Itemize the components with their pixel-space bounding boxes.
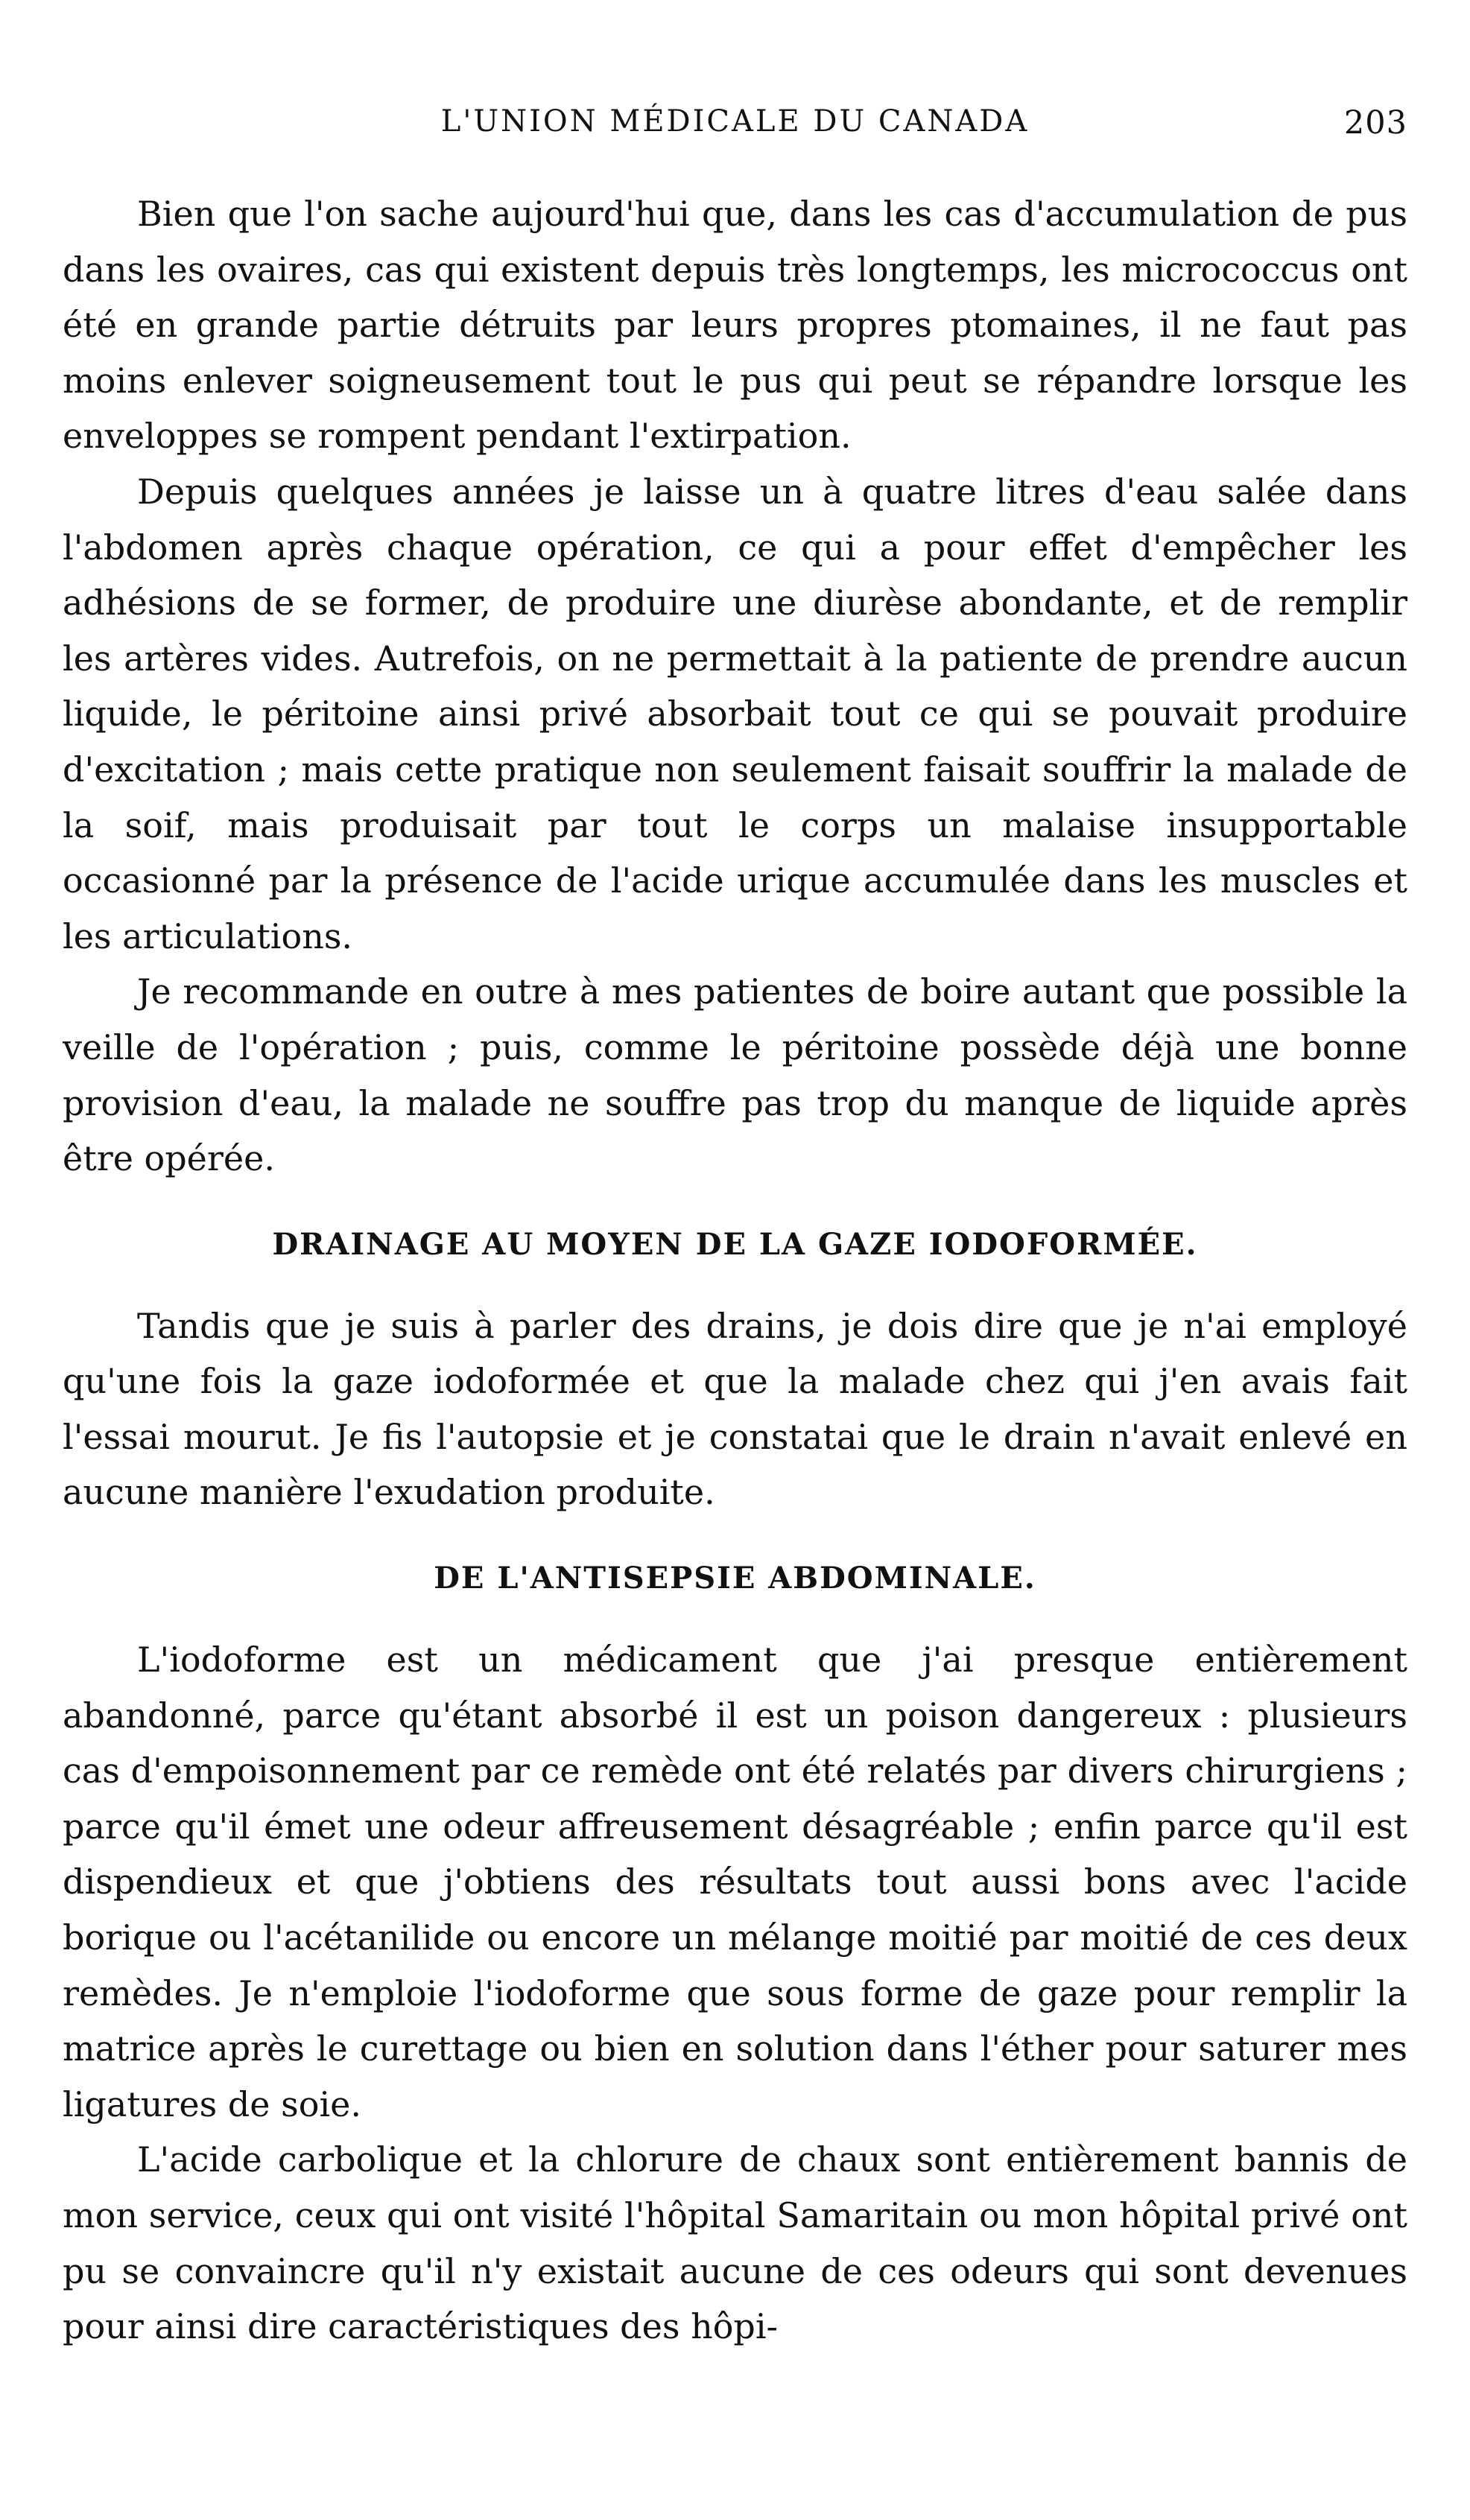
- section-heading-drainage: DRAINAGE AU MOYEN DE LA GAZE IODOFORMÉE.: [272, 1226, 1198, 1262]
- paragraph-drinking-before-operation: Je recommande en outre à mes patientes de boire autant que possible la veille de l'opération ; puis, comme le péritoine possède déjà une bonne provision d'eau, la malade ne souffre pas trop du manque de liquide après être opérée.: [63, 971, 1407, 1179]
- paragraph-ovarian-pus: Bien que l'on sache aujourd'hui que, dans les cas d'accumulation de pus dans les ovaires, cas qui existent depuis très longtemps, les micrococcus ont été en grande partie détruits par leurs propres ptomaines, il ne faut pas moins enlever soigneusement tout le pus qui peut se répandre lorsque les enveloppes se rompent pendant l'extirpation.: [63, 194, 1407, 457]
- running-header: [63, 104, 1407, 156]
- page-number: 203: [1343, 104, 1407, 142]
- paragraph-iodoform-gauze: Tandis que je suis à parler des drains, je dois dire que je n'ai employé qu'une fois la gaze iodoformée et que la malade chez qui j'en avais fait l'essai mourut. Je fis l'autopsie et je constatai que le drain n'avait enlevé en aucune manière l'exudation produite.: [63, 1305, 1407, 1513]
- section-heading-antisepsie: DE L'ANTISEPSIE ABDOMINALE.: [434, 1561, 1036, 1596]
- paragraph-carbolic-acid: L'acide carbolique et la chlorure de chaux sont entièrement bannis de mon service, ceux qui ont visité l'hôpital Samaritain ou mon hôpital privé ont pu se convaincre qu'il n'y existait aucune de ces odeurs qui sont devenues pour ainsi dire caractéristiques des hôpi-: [63, 2139, 1407, 2347]
- paragraph-salt-water: Depuis quelques années je laisse un à quatre litres d'eau salée dans l'abdomen après chaque opération, ce qui a pour effet d'empêcher les adhésions de se former, de produire une diurèse abondante, et de remplir les artères vides. Autrefois, on ne permettait à la patiente de prendre aucun liquide, le péritoine ainsi privé absorbait tout ce qui se pouvait produire d'excitation ; mais cette pratique non seulement faisait souffrir la malade de la soif, mais produisait par tout le corps un malaise insupportable occasionné par la présence de l'acide urique accumulée dans les muscles et les articulations.: [63, 471, 1407, 956]
- paragraph-iodoform-medication: L'iodoforme est un médicament que j'ai presque entièrement abandonné, parce qu'étant absorbé il est un poison dangereux : plusieurs cas d'empoisonnement par ce remède ont été relatés par divers chirurgiens ; parce qu'il émet une odeur affreusement désagréable ; enfin parce qu'il est dispendieux et que j'obtiens des résultats tout aussi bons avec l'acide borique ou l'acétanilide ou encore un mélange moitié par moitié de ces deux remèdes. Je n'emploie l'iodoforme que sous forme de gaze pour remplir la matrice après le curettage ou bien en solution dans l'éther pour saturer mes ligatures de soie.: [63, 1640, 1407, 2124]
- journal-title: L'UNION MÉDICALE DU CANADA: [440, 104, 1030, 139]
- document-page: [63, 104, 1407, 2355]
